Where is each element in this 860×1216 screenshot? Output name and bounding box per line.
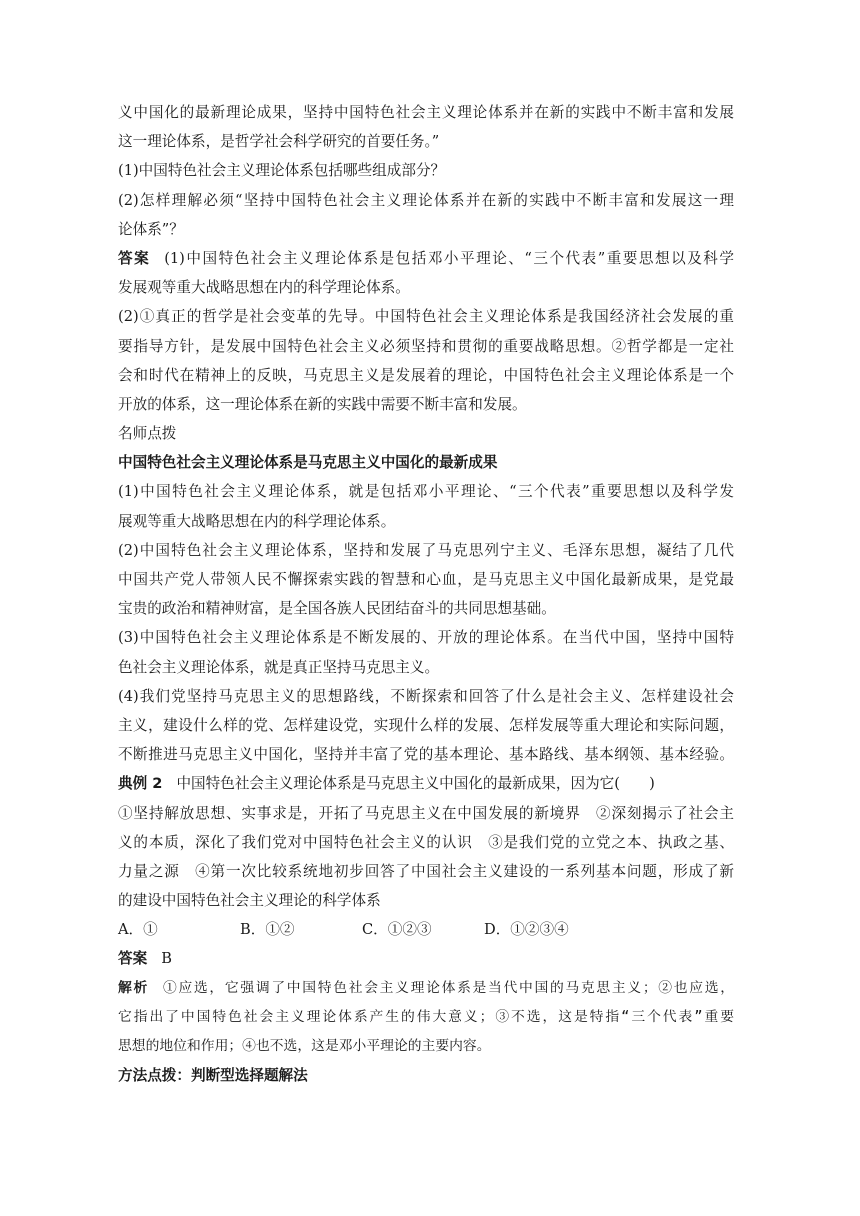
option-c: C．①②③ xyxy=(362,921,432,939)
analysis-text-1: ①应选，它强调了中国特色社会主义理论体系是当代中国的马克思主义；②也应选， xyxy=(162,979,735,996)
example-2-statement-line-4: 的建设中国特色社会主义理论的科学体系 xyxy=(118,892,381,910)
example-2-statement-line-2: 义的本质，深化了我们党对中国特色社会主义的认识 ③是我们党的立党之本、执政之基、 xyxy=(118,833,734,851)
tips-p4-line-3: 不断推进马克思主义中国化，坚持并丰富了党的基本理论、基本路线、基本纲领、基本经验。 xyxy=(118,746,734,764)
analysis-label: 解析 xyxy=(118,979,149,996)
example-2-label: 典例 2 xyxy=(118,775,163,793)
question-2-line-1: (2)怎样理解必须“坚持中国特色社会主义理论体系并在新的实践中不断丰富和发展这一理 xyxy=(118,191,734,209)
answer-1-line-1 xyxy=(118,244,734,273)
answer-2-line-1: (2)①真正的哲学是社会变革的先导。中国特色社会主义理论体系是我国经济社会发展的重 xyxy=(118,308,734,326)
tips-heading: 名师点拨 xyxy=(118,425,177,443)
example-2-stem: 中国特色社会主义理论体系是马克思主义中国化的最新成果，因为它( ) xyxy=(176,775,655,793)
example-2-stem-line xyxy=(118,769,734,798)
analysis-line-2: 它指出了中国特色社会主义理论体系产生的伟大意义；③不选，这是特指“三个代表”重要 xyxy=(118,1008,734,1025)
option-a: A．① xyxy=(118,921,158,939)
tips-p4-line-1: (4)我们党坚持马克思主义的思想路线，不断探索和回答了什么是社会主义、怎样建设社会 xyxy=(118,687,734,705)
tips-title: 中国特色社会主义理论体系是马克思主义中国化的最新成果 xyxy=(118,454,498,472)
answer-2-line-2: 要指导方针，是发展中国特色社会主义必须坚持和贯彻的重要战略思想。②哲学都是一定社 xyxy=(118,337,734,355)
answer-1-line-2: 发展观等重大战略思想在内的科学理论体系。 xyxy=(118,279,410,297)
tips-p3-line-1: (3)中国特色社会主义理论体系是不断发展的、开放的理论体系。在当代中国，坚持中国特 xyxy=(118,629,734,647)
document-page xyxy=(118,98,734,1090)
option-d: D．①②③④ xyxy=(484,921,569,939)
answer-2-line-4: 开放的体系，这一理论体系在新的实践中需要不断丰富和发展。 xyxy=(118,395,527,413)
tips-p4-line-2: 主义，建设什么样的党、怎样建设党，实现什么样的发展、怎样发展等重大理论和实际问题， xyxy=(118,716,734,734)
tips-p3-line-2: 色社会主义理论体系，就是真正坚持马克思主义。 xyxy=(118,658,440,676)
answer-label: 答案 xyxy=(118,249,151,267)
option-b: B．①② xyxy=(240,921,295,939)
question-1: (1)中国特色社会主义理论体系包括哪些组成部分？ xyxy=(118,162,446,180)
answer-1-text: (1)中国特色社会主义理论体系是包括邓小平理论、“三个代表”重要思想以及科学 xyxy=(164,249,734,267)
example-2-options xyxy=(118,915,734,944)
tips-p2-line-1: (2)中国特色社会主义理论体系，坚持和发展了马克思列宁主义、毛泽东思想，凝结了几代 xyxy=(118,541,734,559)
answer-2-line-3: 会和时代在精神上的反映，马克思主义是发展着的理论，中国特色社会主义理论体系是一个 xyxy=(118,366,734,384)
example-2-statement-line-1: ①坚持解放思想、实事求是，开拓了马克思主义在中国发展的新境界 ②深刻揭示了社会主 xyxy=(118,804,734,822)
tips-p2-line-3: 宝贵的政治和精神财富，是全国各族人民团结奋斗的共同思想基础。 xyxy=(118,600,556,618)
tips-p1-line-2: 展观等重大战略思想在内的科学理论体系。 xyxy=(118,512,396,530)
analysis-line-1 xyxy=(118,974,734,1003)
method-title: 方法点拨：判断型选择题解法 xyxy=(118,1067,308,1085)
intro-line-1: 义中国化的最新理论成果，坚持中国特色社会主义理论体系并在新的实践中不断丰富和发展 xyxy=(118,104,734,121)
intro-line-2: 这一理论体系，是哲学社会科学研究的首要任务。” xyxy=(118,133,440,151)
analysis-line-3: 思想的地位和作用；④也不选，这是邓小平理论的主要内容。 xyxy=(118,1038,491,1054)
question-2-line-2: 论体系”？ xyxy=(118,220,184,238)
example-2-statement-line-3: 力量之源 ④第一次比较系统地初步回答了中国社会主义建设的一系列基本问题，形成了新 xyxy=(118,862,734,880)
tips-p2-line-2: 中国共产党人带领人民不懈探索实践的智慧和心血，是马克思主义中国化最新成果，是党最 xyxy=(118,571,734,588)
answer-2-line xyxy=(118,944,734,973)
answer-2-label: 答案 xyxy=(118,950,148,968)
tips-p1-line-1: (1)中国特色社会主义理论体系，就是包括邓小平理论、“三个代表”重要思想以及科学发 xyxy=(118,483,734,501)
answer-2-value: B xyxy=(161,950,172,968)
